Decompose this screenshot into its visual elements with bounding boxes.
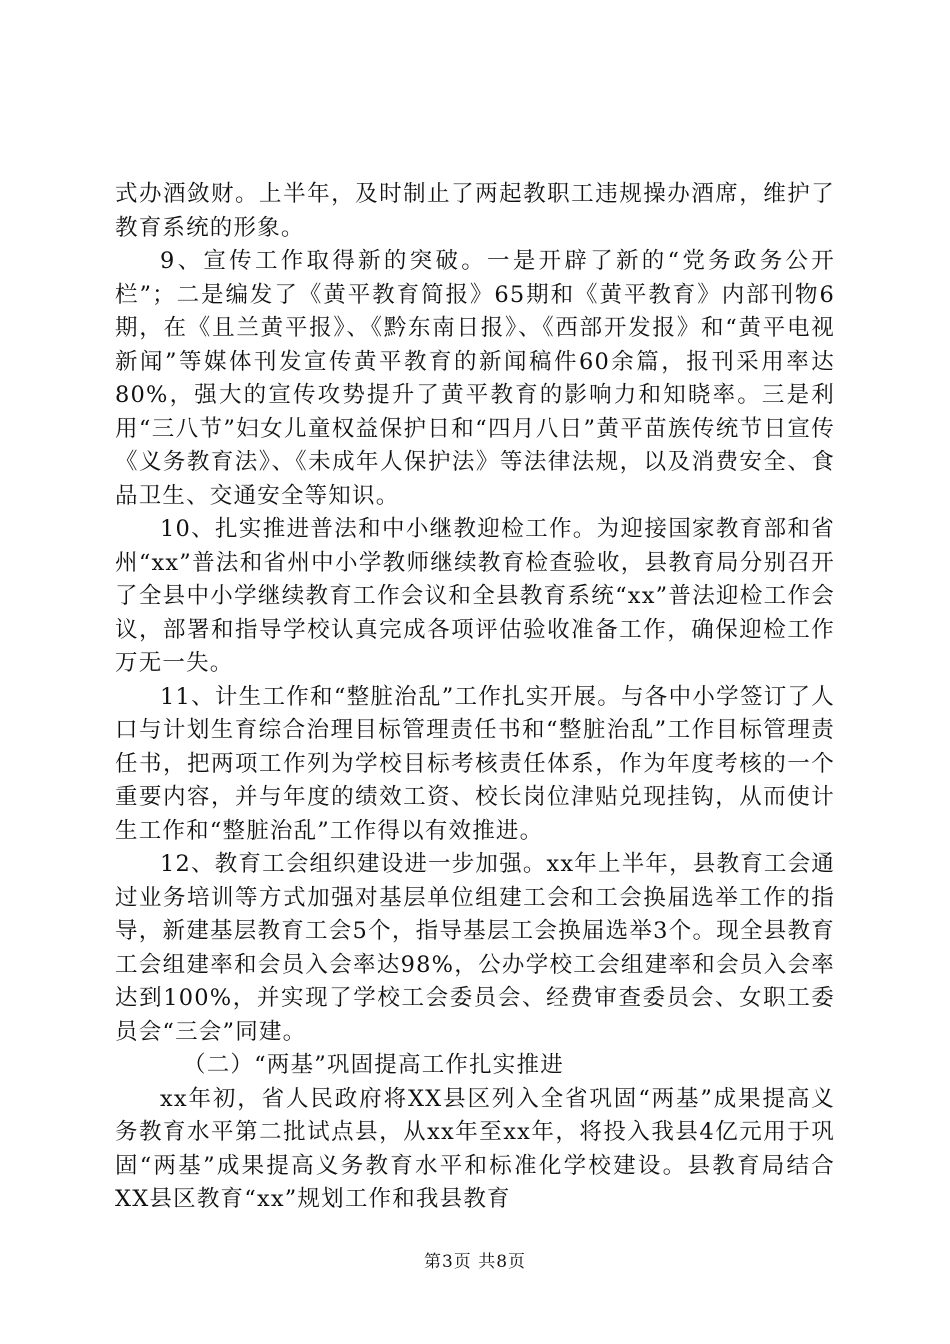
paragraph-continuation: 式办酒敛财。上半年，及时制止了两起教职工违规操办酒席，维护了教育系统的形象。 <box>115 181 835 241</box>
section-heading: （二）“两基”巩固提高工作扎实推进 <box>183 1052 564 1078</box>
document-body <box>115 178 835 1217</box>
paragraph-item-12: 12、教育工会组织建设进一步加强。xx年上半年，县教育工会通过业务培训等方式加强对基层单位组建工会和工会换届选举工作的指导，新建基层教育工会5个，指导基层工会换届选举3个。现全县教育工会组建率和会员入会率达98%，公办学校工会组建率和会员入会率达到100%，并实现了学校工会委员会、经费审查委员会、女职工委员会“三会”同建。 <box>115 851 836 1045</box>
paragraph-item-10: 10、扎实推进普法和中小继教迎检工作。为迎接国家教育部和省州“xx”普法和省州中小学教师继续教育检查验收，县教育局分别召开了全县中小学继续教育工作会议和全县教育系统“xx”普法迎检工作会议，部署和指导学校认真完成各项评估验收准备工作，确保迎检工作万无一失。 <box>115 516 835 676</box>
paragraph-section-body: xx年初，省人民政府将XX县区列入全省巩固“两基”成果提高义务教育水平第二批试点县，从xx年至xx年，将投入我县4亿元用于巩固“两基”成果提高义务教育水平和标准化学校建设。县教育局结合XX县区教育“xx”规划工作和我县教育 <box>115 1085 835 1212</box>
paragraph-item-9: 9、宣传工作取得新的突破。一是开辟了新的“党务政务公开栏”；二是编发了《黄平教育简报》65期和《黄平教育》内部刊物6期，在《且兰黄平报》、《黔东南日报》、《西部开发报》和“黄平电视新闻”等媒体刊发宣传黄平教育的新闻稿件60余篇，报刊采用率达80%，强大的宣传攻势提升了黄平教育的影响力和知晓率。三是利用“三八节”妇女儿童权益保护日和“四月八日”黄平苗族传统节日宣传《义务教育法》、《未成年人保护法》等法律法规，以及消费安全、食品卫生、交通安全等知识。 <box>115 248 835 509</box>
paragraph-item-11: 11、计生工作和“整脏治乱”工作扎实开展。与各中小学签订了人口与计划生育综合治理目标管理责任书和“整脏治乱”工作目标管理责任书，把两项工作列为学校目标考核责任体系，作为年度考核的一个重要内容，并与年度的绩效工资、校长岗位津贴兑现挂钩，从而使计生工作和“整脏治乱”工作得以有效推进。 <box>115 683 835 844</box>
page-footer: 第3页 共8页 <box>423 1252 527 1272</box>
